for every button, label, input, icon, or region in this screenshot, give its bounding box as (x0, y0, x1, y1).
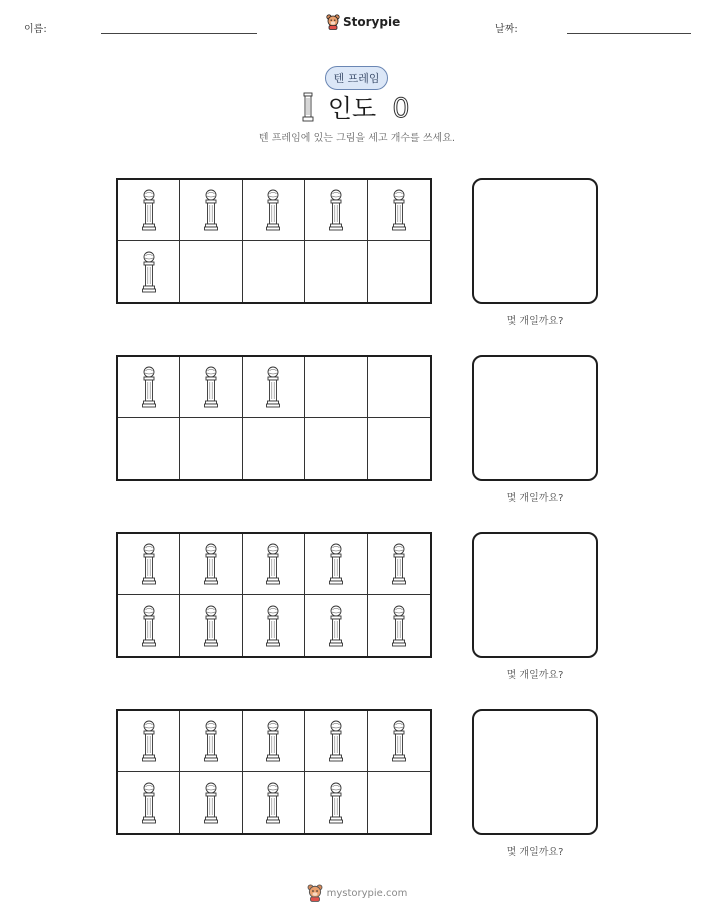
pillar-icon (141, 720, 157, 762)
pillar-icon (203, 605, 219, 647)
pillar-icon (141, 605, 157, 647)
title-row (0, 91, 714, 123)
frame-cell (118, 595, 180, 656)
frame-cell (305, 711, 367, 772)
ten-frame-3 (116, 532, 432, 658)
pillar-icon (203, 543, 219, 585)
pillar-icon (265, 366, 281, 408)
pillar-icon (328, 543, 344, 585)
frame-cell (243, 772, 305, 833)
pillar-icon (203, 366, 219, 408)
pillar-icon (391, 605, 407, 647)
frame-cell (118, 241, 180, 302)
frame-cell (243, 534, 305, 595)
pillar-icon (302, 92, 314, 122)
frame-cell (180, 241, 242, 302)
bear-mascot-icon (326, 14, 340, 30)
name-line[interactable] (101, 33, 257, 34)
pillar-icon (265, 782, 281, 824)
pillar-icon (328, 782, 344, 824)
frame-cell (180, 772, 242, 833)
pillar-icon (141, 366, 157, 408)
frame-cell (243, 711, 305, 772)
frame-cell (368, 241, 430, 302)
frame-cell (180, 595, 242, 656)
frame-cell (118, 357, 180, 418)
pillar-icon (328, 605, 344, 647)
svg-text:0: 0 (392, 93, 410, 121)
frame-cell (305, 241, 367, 302)
question-1: 몇 개일까요? (506, 316, 564, 327)
pillar-icon (141, 543, 157, 585)
frame-cell (243, 180, 305, 241)
frame-cell (368, 772, 430, 833)
frame-cell (305, 595, 367, 656)
ten-frame-1 (116, 178, 432, 304)
bear-mascot-icon (307, 884, 323, 902)
frame-cell (368, 418, 430, 479)
answer-box-2[interactable] (472, 355, 598, 481)
pillar-icon (141, 782, 157, 824)
frame-cell (118, 711, 180, 772)
pillar-icon (265, 605, 281, 647)
name-label: 이름: (24, 24, 47, 35)
frame-cell (243, 241, 305, 302)
frame-cell (180, 180, 242, 241)
pillar-icon (391, 189, 407, 231)
instruction-text: 텐 프레임에 있는 그림을 세고 개수를 쓰세요. (258, 133, 456, 144)
pillar-icon (203, 189, 219, 231)
frame-cell (243, 357, 305, 418)
frame-cell (118, 418, 180, 479)
frame-cell (180, 357, 242, 418)
frame-cell (118, 180, 180, 241)
outlined-digit (390, 93, 412, 121)
pillar-icon (391, 543, 407, 585)
ten-frame-2 (116, 355, 432, 481)
date-label: 날짜: (495, 24, 518, 35)
logo-text: Storypie (343, 15, 401, 29)
frame-cell (305, 418, 367, 479)
pillar-icon (265, 543, 281, 585)
pillar-icon (265, 189, 281, 231)
frame-cell (368, 595, 430, 656)
frame-cell (368, 534, 430, 595)
page-title: 인도 (327, 94, 377, 123)
ten-frame-4 (116, 709, 432, 835)
frame-cell (180, 418, 242, 479)
frame-cell (368, 711, 430, 772)
frame-cell (118, 534, 180, 595)
answer-box-3[interactable] (472, 532, 598, 658)
frame-cell (305, 357, 367, 418)
answer-box-1[interactable] (472, 178, 598, 304)
footer (0, 884, 714, 902)
answer-box-4[interactable] (472, 709, 598, 835)
frame-cell (118, 772, 180, 833)
pillar-icon (203, 782, 219, 824)
frame-cell (180, 534, 242, 595)
footer-url: mystorypie.com (326, 887, 408, 899)
frame-cell (305, 772, 367, 833)
pillar-icon (141, 189, 157, 231)
frame-cell (180, 711, 242, 772)
frame-cell (368, 180, 430, 241)
pillar-icon (328, 189, 344, 231)
frame-cell (243, 418, 305, 479)
ten-frame-badge: 텐 프레임 (325, 66, 388, 90)
pillar-icon (328, 720, 344, 762)
frame-cell (305, 180, 367, 241)
pillar-icon (141, 251, 157, 293)
frame-cell (368, 357, 430, 418)
date-line[interactable] (567, 33, 691, 34)
storypie-logo (326, 14, 400, 30)
pillar-icon (265, 720, 281, 762)
frame-cell (305, 534, 367, 595)
pillar-icon (391, 720, 407, 762)
pillar-icon (203, 720, 219, 762)
question-3: 몇 개일까요? (506, 670, 564, 681)
question-2: 몇 개일까요? (506, 493, 564, 504)
frame-cell (243, 595, 305, 656)
question-4: 몇 개일까요? (506, 847, 564, 858)
